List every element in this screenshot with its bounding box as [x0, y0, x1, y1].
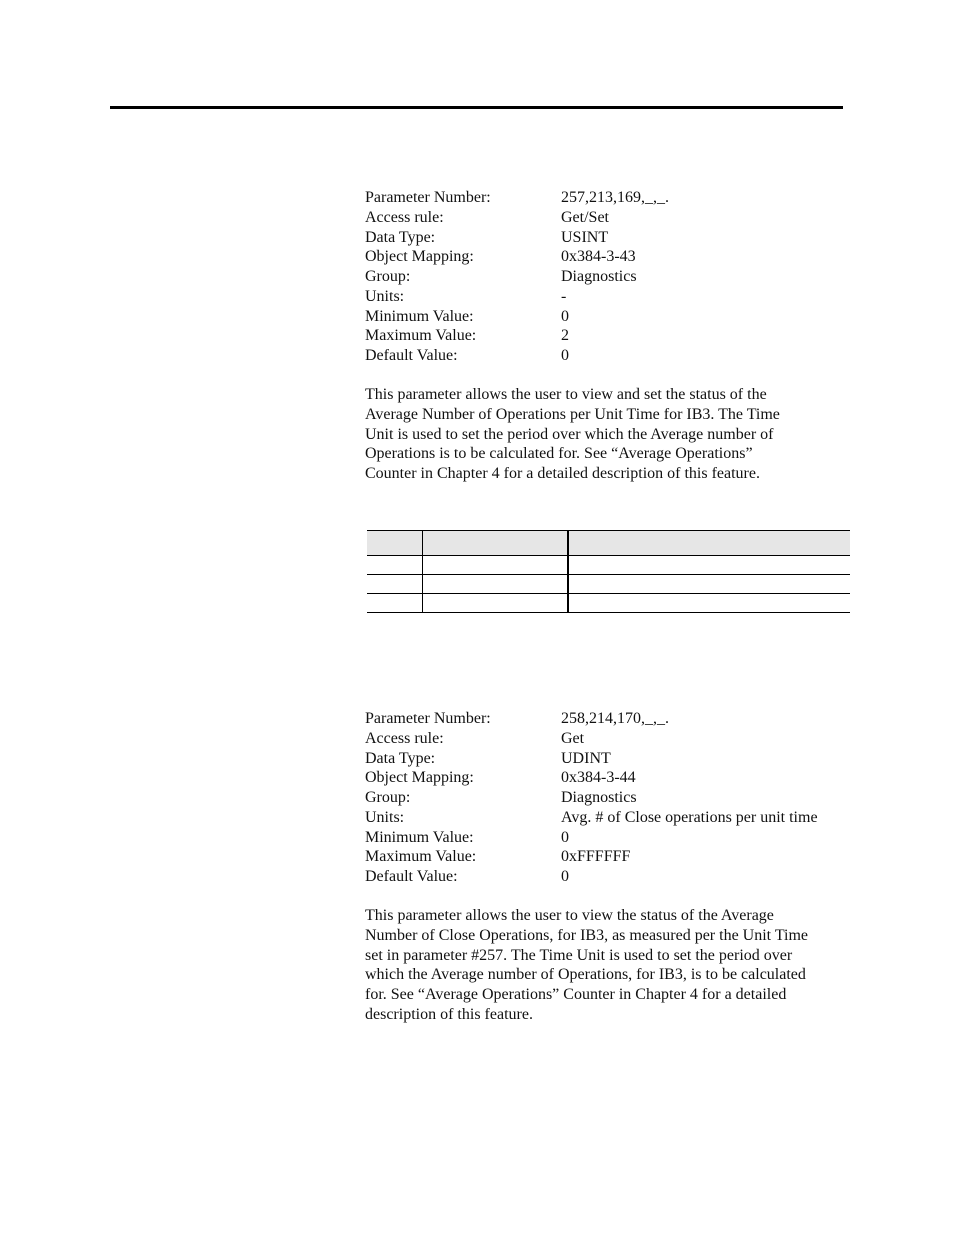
param-value: 258,214,170,_,_.: [561, 710, 669, 727]
param-value: Avg. # of Close operations per unit time: [561, 808, 818, 826]
table-cell: [568, 594, 850, 613]
param-row: [365, 729, 855, 749]
param-label: Data Type:: [365, 749, 436, 767]
param-label: Data Type:: [365, 228, 436, 246]
table-cell: [423, 556, 569, 575]
param-value: 0x384-3-43: [561, 248, 636, 266]
param-value: 0: [561, 868, 569, 885]
param-row: [365, 208, 855, 228]
param-value: 0x384-3-44: [561, 769, 636, 787]
header-rule: [110, 106, 843, 109]
description-line: Average Number of Operations per Unit Time for IB3. The Time: [365, 405, 780, 423]
table-row: [367, 575, 850, 594]
table-cell: [423, 575, 569, 594]
description-line: This parameter allows the user to view the status of the Average: [365, 907, 774, 924]
table-cell: [367, 575, 423, 594]
table-header-row: [367, 531, 850, 556]
param-label: Default Value:: [365, 868, 458, 885]
param-label: Object Mapping:: [365, 248, 474, 266]
param-label: Maximum Value:: [365, 327, 477, 345]
table-cell: [367, 556, 423, 575]
param-label: Minimum Value:: [365, 828, 474, 846]
description-line: Number of Close Operations, for IB3, as measured per the Unit Time: [365, 926, 809, 944]
description-line: Counter in Chapter 4 for a detailed description of this feature.: [365, 465, 760, 483]
param-list-257: [365, 188, 855, 366]
description-line: Operations is to be calculated for. See “Average Operations”: [365, 445, 753, 463]
param-label: Object Mapping:: [365, 769, 474, 787]
param-row: [365, 828, 855, 848]
param-row: [365, 808, 855, 828]
param-label: Default Value:: [365, 347, 458, 364]
param-value: 257,213,169,_,_.: [561, 189, 669, 206]
param-label: Group:: [365, 268, 411, 285]
table-header-cell: [568, 531, 850, 556]
param-row: [365, 788, 855, 808]
param-value: 0: [561, 828, 569, 846]
table-cell: [568, 556, 850, 575]
param-value: -: [561, 287, 567, 305]
param-value: UDINT: [561, 749, 611, 767]
param-value: Diagnostics: [561, 789, 637, 806]
description-line: Unit is used to set the period over which the Average number of: [365, 425, 774, 443]
param-value: Get/Set: [561, 208, 609, 226]
param-row: [365, 267, 855, 287]
description-line: description of this feature.: [365, 1005, 533, 1023]
table-header-cell: [423, 531, 569, 556]
param-row: [365, 346, 855, 366]
param-label: Maximum Value:: [365, 848, 477, 866]
param-row: [365, 307, 855, 327]
param-value: 0: [561, 307, 569, 325]
param-row: [365, 326, 855, 346]
param-257-description: [365, 385, 850, 484]
param-row: [365, 247, 855, 267]
param-value: USINT: [561, 228, 609, 246]
table-row: [367, 594, 850, 613]
param-value: 0xFFFFFF: [561, 848, 631, 866]
param-label: Group:: [365, 789, 411, 806]
param-value: 0: [561, 347, 569, 364]
param-label: Access rule:: [365, 208, 444, 226]
param-row: [365, 847, 855, 867]
table-cell: [423, 594, 569, 613]
param-value: 2: [561, 327, 569, 345]
table-header-cell: [367, 531, 423, 556]
description-line: which the Average number of Operations, for IB3, is to be calculated: [365, 966, 806, 984]
param-label: Units:: [365, 287, 405, 305]
table-row: [367, 556, 850, 575]
param-row: [365, 228, 855, 248]
param-label: Parameter Number:: [365, 189, 491, 206]
param-label: Parameter Number:: [365, 710, 491, 727]
param-row: [365, 867, 855, 887]
param-label: Minimum Value:: [365, 307, 474, 325]
param-row: [365, 709, 855, 729]
param-label: Units:: [365, 808, 405, 826]
param-row: [365, 188, 855, 208]
description-line: for. See “Average Operations” Counter in Chapter 4 for a detailed: [365, 986, 787, 1004]
description-line: This parameter allows the user to view and set the status of the: [365, 386, 767, 403]
param-row: [365, 287, 855, 307]
param-row: [365, 749, 855, 769]
param-258-description: [365, 906, 850, 1025]
value-table: [367, 530, 850, 613]
param-value: Diagnostics: [561, 268, 637, 285]
param-row: [365, 768, 855, 788]
description-line: set in parameter #257. The Time Unit is used to set the period over: [365, 946, 793, 964]
param-list-258: [365, 709, 855, 887]
table-cell: [367, 594, 423, 613]
table-cell: [568, 575, 850, 594]
param-label: Access rule:: [365, 729, 444, 747]
param-value: Get: [561, 729, 585, 747]
